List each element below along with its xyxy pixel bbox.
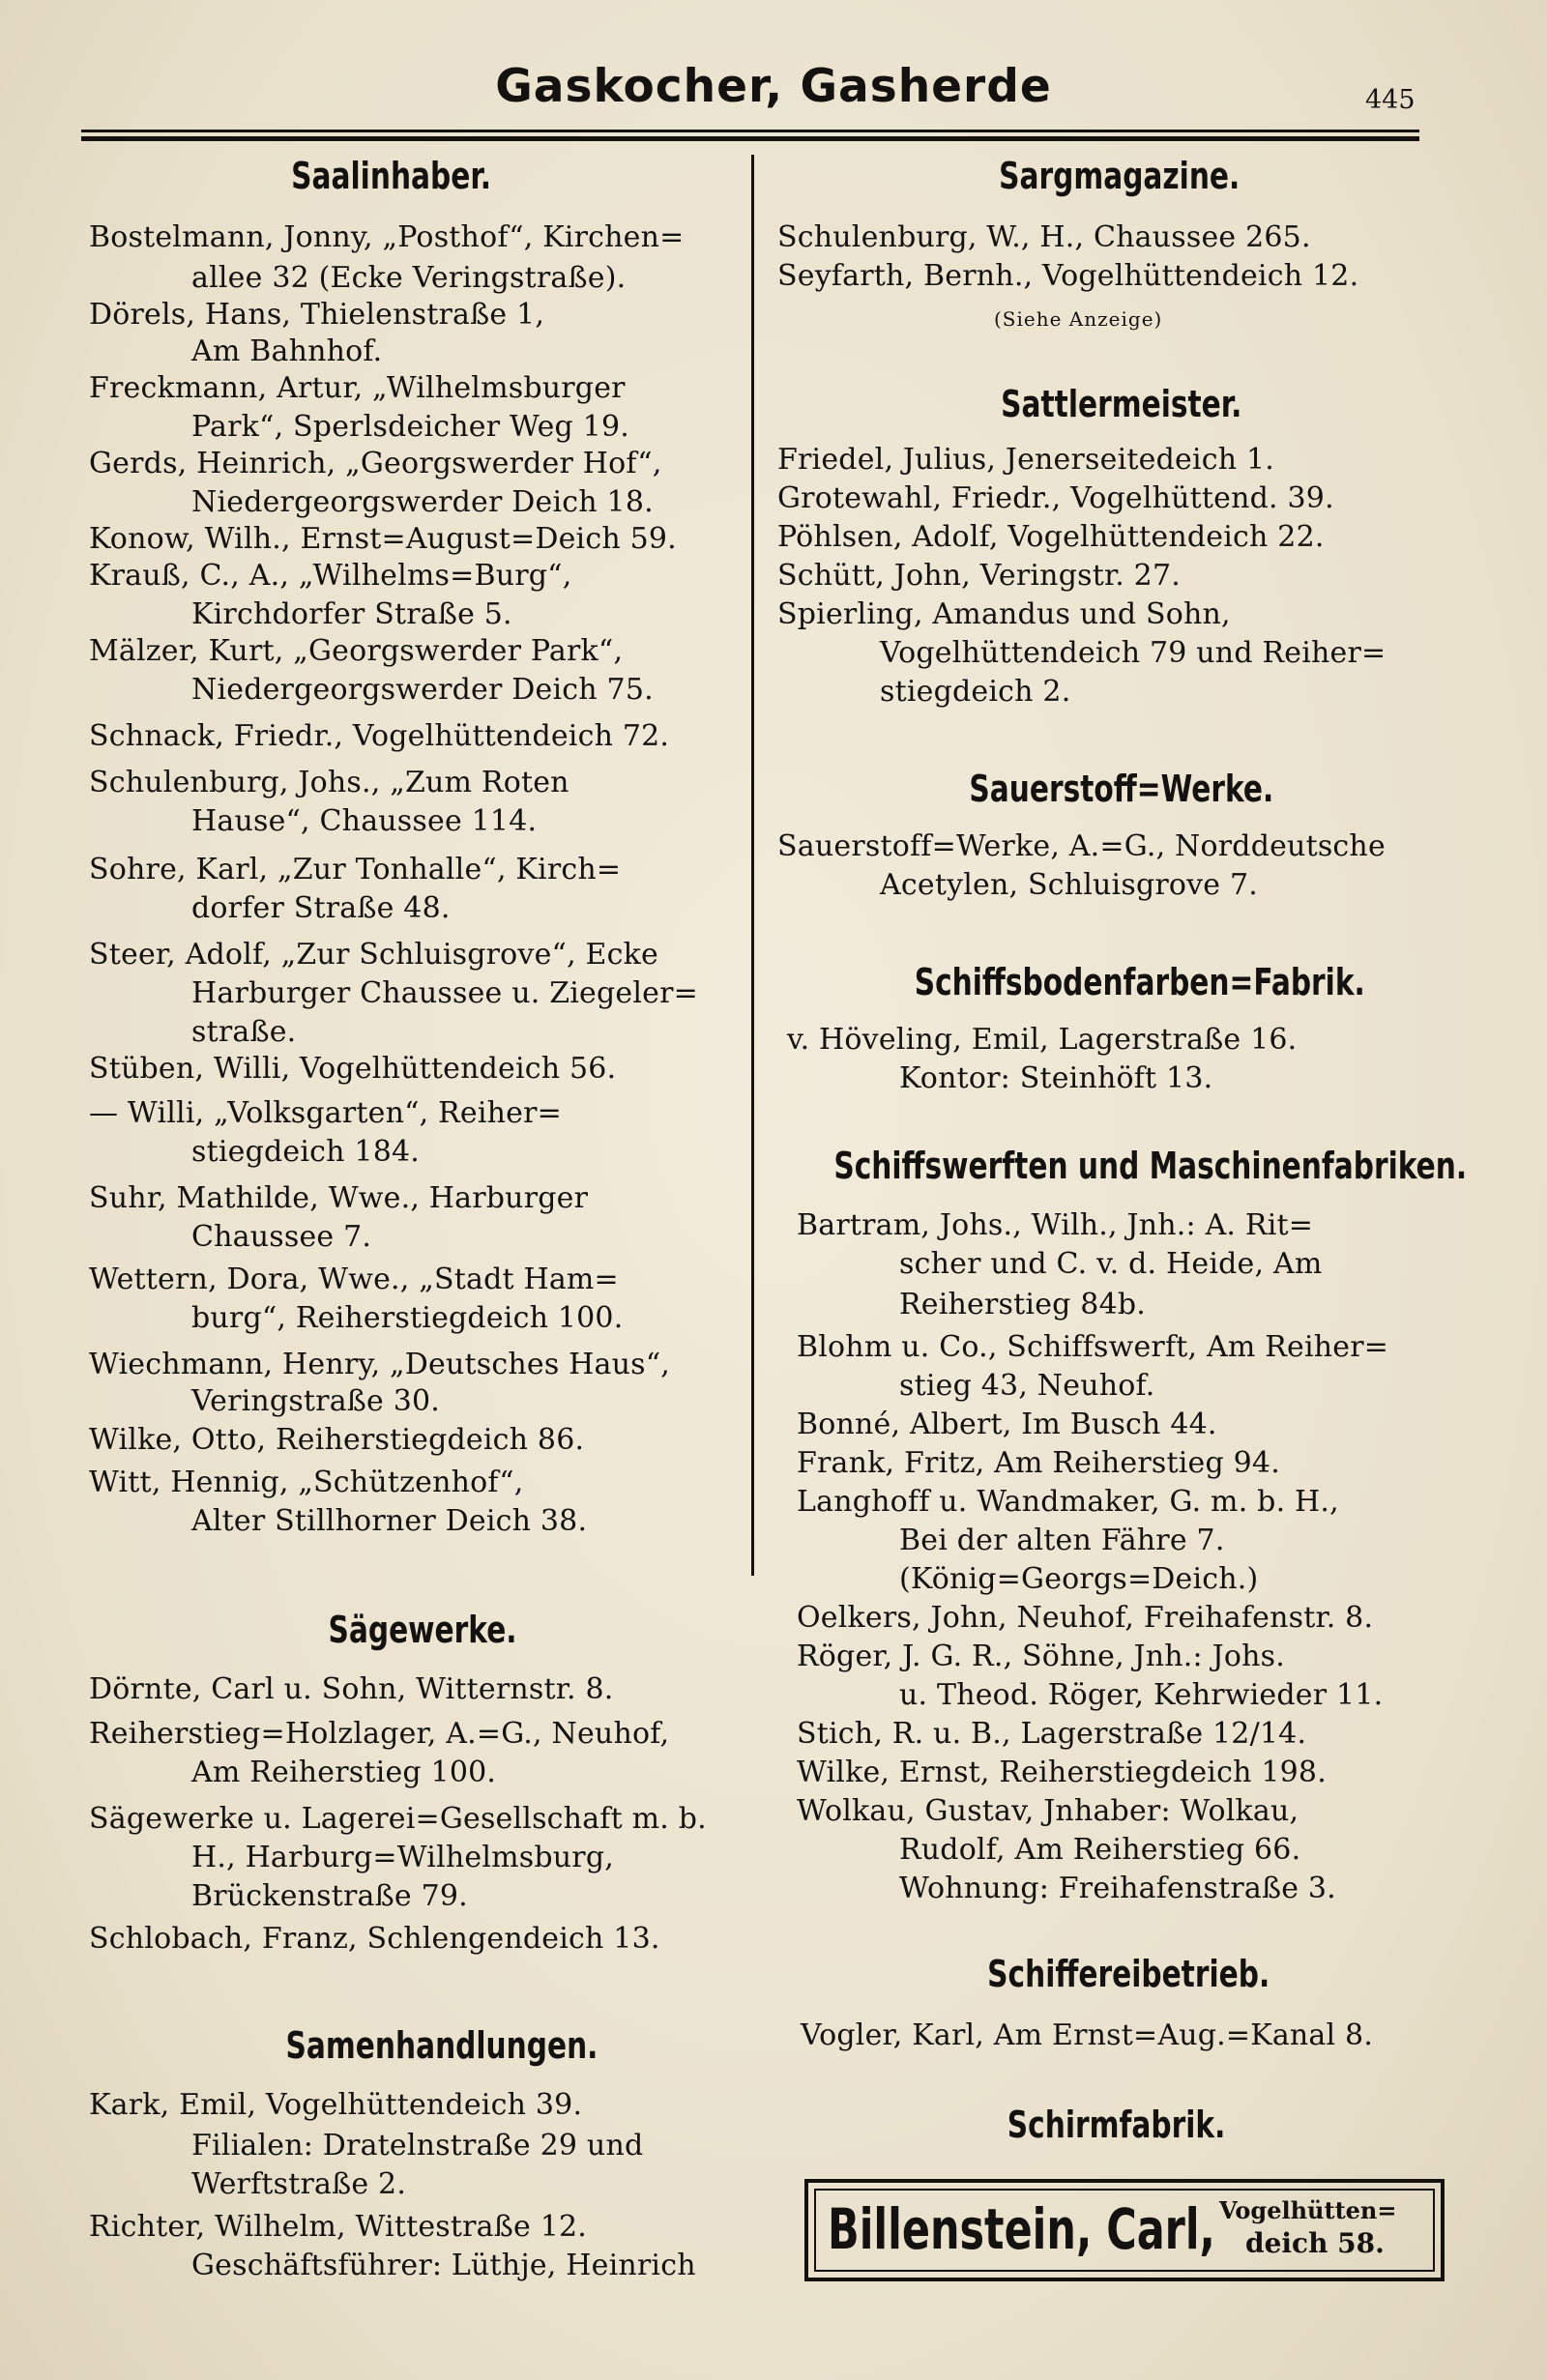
entry-line: Wiechmann, Henry, „Deutsches Haus“, — [89, 1348, 671, 1381]
entry-line: Stich, R. u. B., Lagerstraße 12/14. — [797, 1717, 1307, 1751]
entry-line: Richter, Wilhelm, Wittestraße 12. — [89, 2210, 588, 2244]
entry-line: Bartram, Johs., Wilh., Jnh.: A. Rit= — [797, 1208, 1314, 1242]
entry-line: Park“, Sperlsdeicher Weg 19. — [191, 410, 629, 444]
section-heading-schirmfabrik: Schirmfabrik. — [1007, 2104, 1226, 2146]
entry-line: Spierling, Amandus und Sohn, — [777, 597, 1231, 631]
entry-line: Harburger Chaussee u. Ziegeler= — [191, 976, 698, 1010]
entry-line: Schnack, Friedr., Vogelhüttendeich 72. — [89, 719, 670, 753]
entry-line: Am Bahnhof. — [191, 334, 383, 368]
entry-line: Vogler, Karl, Am Ernst=Aug.=Kanal 8. — [801, 2018, 1374, 2052]
entry-line: Bei der alten Fähre 7. — [899, 1524, 1225, 1557]
section-heading-saalinhaber: Saalinhaber. — [291, 155, 492, 197]
entry-line: Schulenburg, W., H., Chaussee 265. — [777, 220, 1311, 254]
entry-line: Chaussee 7. — [191, 1220, 372, 1254]
see-advertisement-note: (Siehe Anzeige) — [994, 307, 1163, 331]
entry-line: Wilke, Ernst, Reiherstiegdeich 198. — [797, 1756, 1327, 1789]
entry-line: Schulenburg, Johs., „Zum Roten — [89, 766, 569, 799]
entry-line: Am Reiherstieg 100. — [191, 1756, 497, 1789]
entry-line: Hause“, Chaussee 114. — [191, 804, 538, 838]
advertisement-name: Billenstein, Carl, — [828, 2196, 1215, 2262]
entry-line: Reiherstieg 84b. — [899, 1288, 1147, 1321]
section-heading-schiffereibetrieb: Schiffereibetrieb. — [987, 1953, 1270, 1995]
entry-line: Alter Stillhorner Deich 38. — [191, 1504, 588, 1538]
entry-line: Kontor: Steinhöft 13. — [899, 1061, 1213, 1095]
entry-line: allee 32 (Ecke Veringstraße). — [191, 261, 627, 295]
entry-line: H., Harburg=Wilhelmsburg, — [191, 1841, 614, 1874]
entry-line: stieg 43, Neuhof. — [899, 1369, 1155, 1403]
section-heading-saegewerke: Sägewerke. — [328, 1609, 517, 1651]
entry-line: Niedergeorgswerder Deich 18. — [191, 485, 654, 519]
page-number: 445 — [1365, 85, 1416, 115]
entry-line: straße. — [191, 1015, 297, 1049]
entry-line: scher und C. v. d. Heide, Am — [899, 1247, 1323, 1281]
section-heading-schiffsbodenfarben-fabrik: Schiffsbodenfarben=Fabrik. — [914, 961, 1365, 1003]
entry-line: stiegdeich 2. — [880, 675, 1071, 709]
entry-line: Sägewerke u. Lagerei=Gesellschaft m. b. — [89, 1802, 707, 1836]
entry-line: Schütt, John, Veringstr. 27. — [777, 559, 1181, 593]
entry-line: Bonné, Albert, Im Busch 44. — [797, 1408, 1217, 1441]
entry-line: Stüben, Willi, Vogelhüttendeich 56. — [89, 1052, 617, 1086]
entry-line: burg“, Reiherstiegdeich 100. — [191, 1301, 624, 1335]
entry-line: Friedel, Julius, Jenerseitedeich 1. — [777, 443, 1275, 477]
entry-line: Dörels, Hans, Thielenstraße 1, — [89, 298, 545, 332]
entry-line: Sohre, Karl, „Zur Tonhalle“, Kirch= — [89, 853, 622, 886]
entry-line: Bostelmann, Jonny, „Posthof“, Kirchen= — [89, 220, 685, 254]
column-divider — [751, 155, 754, 1576]
section-heading-sauerstoff-werke: Sauerstoff=Werke. — [969, 768, 1274, 810]
advertisement-box — [804, 2179, 1445, 2281]
entry-line: Mälzer, Kurt, „Georgswerder Park“, — [89, 634, 624, 668]
entry-line: Rudolf, Am Reiherstieg 66. — [899, 1833, 1301, 1867]
entry-line: Veringstraße 30. — [191, 1384, 441, 1418]
advertisement-address-line1: Vogelhütten= — [1219, 2196, 1397, 2224]
entry-line: Schlobach, Franz, Schlengendeich 13. — [89, 1922, 660, 1956]
entry-line: Langhoff u. Wandmaker, G. m. b. H., — [797, 1485, 1339, 1519]
entry-line: Grotewahl, Friedr., Vogelhüttend. 39. — [777, 481, 1334, 515]
entry-line: Acetylen, Schluisgrove 7. — [880, 868, 1259, 902]
entry-line: u. Theod. Röger, Kehrwieder 11. — [899, 1678, 1384, 1712]
entry-line: Reiherstieg=Holzlager, A.=G., Neuhof, — [89, 1717, 670, 1751]
entry-line: Filialen: Dratelnstraße 29 und — [191, 2129, 644, 2162]
entry-line: Geschäftsführer: Lüthje, Heinrich — [191, 2249, 696, 2282]
section-heading-samenhandlungen: Samenhandlungen. — [285, 2024, 598, 2067]
section-heading-sargmagazine: Sargmagazine. — [999, 155, 1241, 197]
entry-line: Witt, Hennig, „Schützenhof“, — [89, 1466, 524, 1499]
entry-line: Werftstraße 2. — [191, 2167, 407, 2201]
entry-line: Suhr, Mathilde, Wwe., Harburger — [89, 1181, 589, 1215]
entry-line: Pöhlsen, Adolf, Vogelhüttendeich 22. — [777, 520, 1325, 554]
entry-line: Wolkau, Gustav, Jnhaber: Wolkau, — [797, 1794, 1299, 1828]
entry-line: v. Höveling, Emil, Lagerstraße 16. — [787, 1023, 1298, 1057]
entry-line: Seyfarth, Bernh., Vogelhüttendeich 12. — [777, 259, 1359, 293]
entry-line: Sauerstoff=Werke, A.=G., Norddeutsche — [777, 829, 1386, 863]
entry-line: dorfer Straße 48. — [191, 891, 451, 925]
entry-line: — Willi, „Volksgarten“, Reiher= — [89, 1096, 562, 1130]
header-rule-thick — [81, 136, 1419, 141]
entry-line: Dörnte, Carl u. Sohn, Witternstr. 8. — [89, 1672, 614, 1706]
entry-line: Vogelhüttendeich 79 und Reiher= — [880, 636, 1386, 670]
section-heading-sattlermeister: Sattlermeister. — [1001, 383, 1242, 425]
entry-line: Wilke, Otto, Reiherstiegdeich 86. — [89, 1423, 585, 1457]
entry-line: Blohm u. Co., Schiffswerft, Am Reiher= — [797, 1330, 1389, 1364]
entry-line: Wettern, Dora, Wwe., „Stadt Ham= — [89, 1263, 619, 1296]
entry-line: Frank, Fritz, Am Reiherstieg 94. — [797, 1446, 1280, 1480]
entry-line: Krauß, C., A., „Wilhelms=Burg“, — [89, 559, 572, 593]
entry-line: Kark, Emil, Vogelhüttendeich 39. — [89, 2088, 583, 2122]
section-heading-schiffswerften: Schiffswerften und Maschinenfabriken. — [833, 1145, 1468, 1187]
entry-line: Gerds, Heinrich, „Georgswerder Hof“, — [89, 447, 662, 480]
entry-line: Brückenstraße 79. — [191, 1879, 468, 1913]
entry-line: Niedergeorgswerder Deich 75. — [191, 673, 654, 707]
advertisement-address-line2: deich 58. — [1245, 2227, 1385, 2259]
entry-line: Freckmann, Artur, „Wilhelmsburger — [89, 371, 626, 405]
entry-line: Oelkers, John, Neuhof, Freihafenstr. 8. — [797, 1601, 1374, 1635]
header-rule-thin — [81, 130, 1419, 132]
entry-line: Konow, Wilh., Ernst=August=Deich 59. — [89, 522, 677, 556]
entry-line: Steer, Adolf, „Zur Schluisgrove“, Ecke — [89, 938, 658, 972]
entry-line: Kirchdorfer Straße 5. — [191, 597, 512, 631]
entry-line: Röger, J. G. R., Söhne, Jnh.: Johs. — [797, 1640, 1285, 1673]
page-header-title: Gaskocher, Gasherde — [495, 60, 1052, 113]
entry-line: stiegdeich 184. — [191, 1135, 421, 1169]
entry-line: Wohnung: Freihafenstraße 3. — [899, 1872, 1336, 1905]
entry-line: (König=Georgs=Deich.) — [899, 1562, 1259, 1596]
